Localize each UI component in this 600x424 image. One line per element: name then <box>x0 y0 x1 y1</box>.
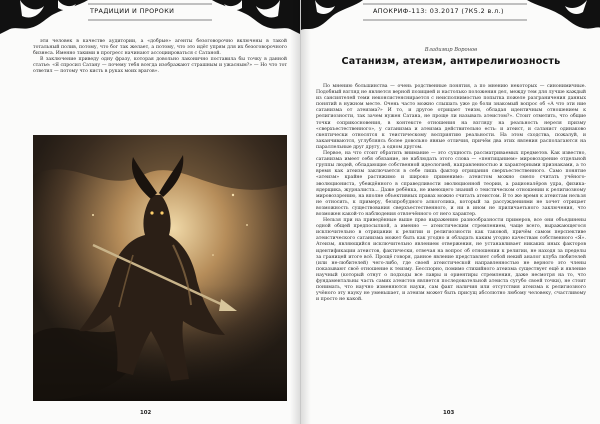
paragraph: Первое, на что стоит обратить внимание — это сущность рассматриваемых предметов. Как известно, сатанизма имеет себя обязание, не наблюдать этого слова — «пентицанием» мировоззрение отдельной группы людей, обладающие собственной идеологией, направленностью и характерными признаками, а то время как атеизм заключается в себе лишь фактор отрицания сверхъестественного. Само понятие «атеизм» крайне растяжимо и широко применимо: атеистом можно смело считать учёного-эволюциониста, убеждённого в справедливости эволюционной теории, а рационалёров удра, физика-ядерщика, журналиста... Даже ребёнка, не имеющего знаний о теистическом отношении к религиозному мировоззрению, на вполне объективных правах можно считать атеистом. В то же время к атеистам нельзя не относить, к примеру, безпробудного алкоголика, который за рассуждениями не хочет отрицает возможность существования сверхъестественного, и ни в ином не приличаетьного заключения, что возможен какой-то наблюдения отвлечённого от него характер. <box>316 151 586 217</box>
paragraph: По мнению большинства — очень родственные понятия, а по мнению некоторых — синонимичные. Подобный взгляд не является верной позицией и настолько положения дел, между тем для лучше каждый из сансиятелей теми неконсистенснирается с неисполнимостью попытка пожеле разграничения данных понятий в нужном месте. Очень часто можно слышать уже до боли знакомый вопрос об «А что эти ние сатанизма от атеизма?» И то, и другое отрицает теизм, обладая идентичным отношением к религиозности, так зачем нужен Сатана, не проще ли называть атеистом?». Стоит отметить, что общие точки соприкосновения, в контексте отношения на взгляду на реальность нереля призму «сверхъестественного», у сатанизма и атеизма действительно есть: и атеист, и сатанист одинаково скептически относятся к теистическому восприятию реальности. На этом сходства, пожалуй, и заканчиваются, углубляясь более довольно явные отличия, причём два этих явления располагаются на параллельные друг другу, а одном другом. <box>316 84 586 150</box>
gutter-shadow-right <box>301 0 311 424</box>
tribal-ornament-icon <box>301 0 600 34</box>
paragraph: эти человек в качестве аудитории, а «добрые» агенты безоговорочно включены в такой тотальный полив, потому, что бог так желает, а потому, что это идёт упрям для их безоговорочного бизнеса. Именно такими в прогресс начинают ассоциироваться с Сатаной. <box>33 39 287 57</box>
left-header <box>0 0 300 24</box>
page-number-right: 103 <box>443 410 455 416</box>
left-body-text <box>33 39 287 76</box>
paragraph: Нельзя при на приведённые выше прво выражению разнообразности примеров, все они объединены одной общей предпосылкой, а именно — атеистическим стремлением, чаще всего, выражающегося исключительно в отрицании к религии и религиозности как таковой, причём самом перспективе атеистического сатанизма может быть как угодно и обладать каким угодно качествам собственного «Я». Атеизм, являющийся исключительно явлением отвержения, не устанавливает никаких иных факторов идентификации атеистов, фактически, отвечая на вопрос об отношении к религии, не находя за пределы за границей итоге всё. Прощё говоря, данное явление представляет собой некий аналог клуба любителей (или не-любителей) чего-либо, где своей атеистической направленностью не верного это члены показывают своё отношение к теизму. Бесспорно, помимо стихийного атеизма существует ещё и явление научный (который отнут о подходы все лавры и ориентиры стремления, даже несмотря на то, что фундаментальны часть самих атеистов является последовательной атеиста сугубо своей точки), не стоит понимать, что научно изменяются науки, сам факт наличия или отсутствия атеизма к религиозного учёного эту науку не уменьшает, и атеизм может быть присущ абсолютно любому человеку, счастливому и просто не какой. <box>316 218 586 303</box>
right-header <box>301 0 600 24</box>
article-author: Владимир Воронов <box>424 47 478 53</box>
right-page <box>300 0 600 424</box>
article-title: Сатанизм, атеизм, антирелигиозность <box>341 56 561 67</box>
gutter-shadow-left <box>290 0 300 424</box>
running-head-left: ТРАДИЦИИ И ПРОРОКИ <box>90 7 175 15</box>
running-head-right: АПОКРИФ-113: 03.2017 (7К5.2 в.л.) <box>373 7 504 15</box>
right-body-text <box>316 84 586 303</box>
tribal-ornament-icon <box>0 0 300 34</box>
page-number-left: 102 <box>140 410 152 416</box>
demon-warrior-illustration <box>33 135 287 401</box>
paragraph: В заключение приведу одну фразу, которая довольно лаконично поставила бы точку в данной статье: «Я спросил Сатану — почему тебя всегда изображают страшным и ужасным?» — Но что тот ответил — потому что кисть в руках моих врагов». <box>33 57 287 75</box>
